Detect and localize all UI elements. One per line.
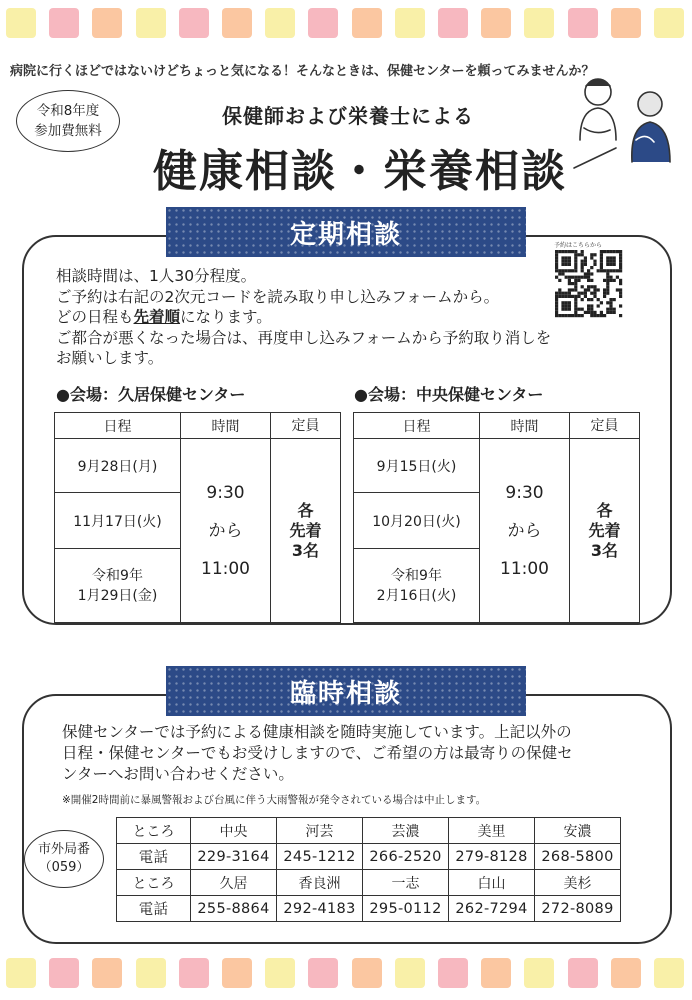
time-cell: 9:30 から 11:00 <box>480 439 570 623</box>
place-cell: 芸濃 <box>363 818 449 844</box>
phone-number[interactable]: 295-0112 <box>363 896 449 922</box>
decorative-dot <box>49 958 79 988</box>
place-cell: 安濃 <box>535 818 621 844</box>
date-cell: 9月15日(火) <box>354 439 480 493</box>
place-row <box>117 818 621 844</box>
header-time: 時間 <box>480 413 570 439</box>
decorative-dot <box>611 8 641 38</box>
capacity-cell: 各 先着 3名 <box>271 439 341 623</box>
desc-line: 保健センターでは予約による健康相談を随時実施しています。上記以外の <box>62 723 572 741</box>
schedule-table-chuo <box>353 412 640 623</box>
date-cell: 10月20日(火) <box>354 493 480 549</box>
decorative-dot <box>49 8 79 38</box>
consultation-people-icon <box>570 70 680 170</box>
desc-line: どの日程も先着順になります。 <box>56 308 272 326</box>
decorative-dot <box>395 8 425 38</box>
phone-number[interactable]: 266-2520 <box>363 844 449 870</box>
decorative-dot <box>6 8 36 38</box>
header-capacity: 定員 <box>271 413 341 439</box>
desc-line: ンターへお問い合わせください。 <box>62 765 294 783</box>
phone-number[interactable]: 262-7294 <box>449 896 535 922</box>
phone-number[interactable]: 268-5800 <box>535 844 621 870</box>
venue-chuo-label: ●会場：中央保健センター <box>354 385 544 404</box>
decorative-dot <box>308 8 338 38</box>
decorative-dot <box>92 8 122 38</box>
regular-description <box>56 266 616 369</box>
header-capacity: 定員 <box>570 413 640 439</box>
decorative-dot <box>568 958 598 988</box>
desc-line: 相談時間は、1人30分程度。 <box>56 267 257 285</box>
place-cell: 一志 <box>363 870 449 896</box>
decorative-dot <box>438 958 468 988</box>
intro-text: 病院に行くほどではないけどちょっと気になる！そんなときは、保健センターを頼ってみませんか？ <box>10 64 595 79</box>
place-cell: 白山 <box>449 870 535 896</box>
badge-free: 参加費無料 <box>34 123 102 139</box>
place-cell: 香良洲 <box>277 870 363 896</box>
phone-label: 電話 <box>117 844 191 870</box>
phone-label: 電話 <box>117 896 191 922</box>
page-title: 健康相談・栄養相談 <box>153 146 567 197</box>
decorative-dot <box>92 958 122 988</box>
decorative-dot <box>395 958 425 988</box>
desc-line: お願いします。 <box>56 349 164 367</box>
place-row <box>117 870 621 896</box>
temporary-consultation-heading: 臨時相談 <box>166 666 526 716</box>
phone-number[interactable]: 279-8128 <box>449 844 535 870</box>
decorative-dot <box>179 8 209 38</box>
cancellation-note: ※開催2時間前に暴風警報および台風に伴う大雨警報が発令されている場合は中止します。 <box>62 794 487 806</box>
decorative-dot <box>222 8 252 38</box>
decorative-dot <box>438 8 468 38</box>
badge-year: 令和8年度 <box>36 103 100 119</box>
place-cell: 美杉 <box>535 870 621 896</box>
decorative-dot <box>481 958 511 988</box>
date-cell: 11月17日(火) <box>55 493 181 549</box>
venue-hisai-label: ●会場：久居保健センター <box>56 385 246 404</box>
decorative-dot <box>265 958 295 988</box>
free-badge <box>16 90 120 152</box>
header-date: 日程 <box>354 413 480 439</box>
decorative-dot <box>222 958 252 988</box>
decorative-dot <box>179 958 209 988</box>
qr-caption: 予約はこちらから <box>554 242 603 249</box>
decorative-dot <box>265 8 295 38</box>
decorative-dot <box>352 958 382 988</box>
decorative-dot <box>654 958 684 988</box>
capacity-cell: 各 先着 3名 <box>570 439 640 623</box>
place-cell: 河芸 <box>277 818 363 844</box>
place-label: ところ <box>117 870 191 896</box>
date-cell: 9月28日(月) <box>55 439 181 493</box>
decorative-dot <box>352 8 382 38</box>
area-code-label: 市外局番 <box>37 842 90 857</box>
decorative-dot <box>654 8 684 38</box>
phone-row <box>117 844 621 870</box>
header-date: 日程 <box>55 413 181 439</box>
desc-line: 日程・保健センターでもお受けしますので、ご希望の方は最寄りの保健セ <box>62 744 573 762</box>
decorative-dot <box>568 8 598 38</box>
place-cell: 中央 <box>191 818 277 844</box>
temporary-description <box>62 722 650 785</box>
decorative-dot <box>481 8 511 38</box>
decorative-dot <box>136 958 166 988</box>
decorative-dot <box>6 958 36 988</box>
phone-number[interactable]: 272-8089 <box>535 896 621 922</box>
bottom-dot-border <box>0 958 692 992</box>
desc-line: ご予約は右記の2次元コードを読み取り申し込みフォームから。 <box>56 287 500 306</box>
place-cell: 美里 <box>449 818 535 844</box>
decorative-dot <box>524 958 554 988</box>
qr-code-icon[interactable] <box>548 244 630 324</box>
decorative-dot <box>611 958 641 988</box>
area-code-badge <box>24 830 104 888</box>
schedule-table-hisai <box>54 412 341 623</box>
date-cell: 令和9年 1月29日(金) <box>55 549 181 623</box>
phone-number[interactable]: 229-3164 <box>191 844 277 870</box>
header-time: 時間 <box>181 413 271 439</box>
area-code-value: （059） <box>38 860 90 875</box>
time-cell: 9:30 から 11:00 <box>181 439 271 623</box>
place-cell: 久居 <box>191 870 277 896</box>
page-subtitle: 保健師および栄養士による <box>222 104 474 128</box>
top-dot-border <box>0 8 692 42</box>
phone-number[interactable]: 255-8864 <box>191 896 277 922</box>
decorative-dot <box>524 8 554 38</box>
phone-number[interactable]: 245-1212 <box>277 844 363 870</box>
desc-line: ご都合が悪くなった場合は、再度申し込みフォームから予約取り消しを <box>56 328 552 347</box>
phone-table <box>116 817 621 922</box>
date-cell: 令和9年 2月16日(火) <box>354 549 480 623</box>
place-label: ところ <box>117 818 191 844</box>
regular-consultation-heading: 定期相談 <box>166 207 526 257</box>
phone-number[interactable]: 292-4183 <box>277 896 363 922</box>
phone-row <box>117 896 621 922</box>
decorative-dot <box>136 8 166 38</box>
first-come-emphasis: 先着順 <box>133 308 181 326</box>
decorative-dot <box>308 958 338 988</box>
